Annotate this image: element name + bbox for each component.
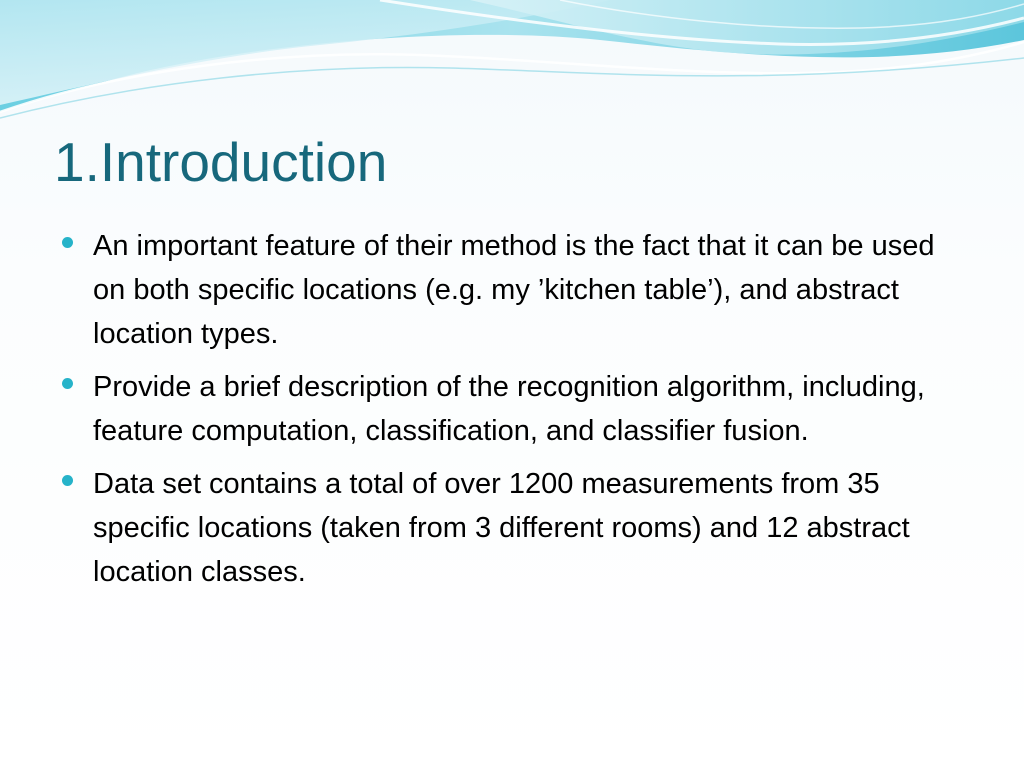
wave-header-decoration	[0, 0, 1024, 130]
bullet-dot-icon	[62, 378, 73, 389]
bullet-item	[62, 365, 962, 453]
bullet-item	[62, 224, 962, 356]
bullet-dot-icon	[62, 237, 73, 248]
wave-band-light	[0, 0, 610, 105]
bullet-list	[62, 224, 962, 603]
bullet-text: Provide a brief description of the recognition algorithm, including, feature computation, classification, and classifier fusion.	[93, 371, 925, 447]
bullet-text: An important feature of their method is the fact that it can be used on both specific locations (e.g. my ’kitchen table’), and abstract location types.	[93, 230, 935, 350]
slide-title: 1.Introduction	[54, 131, 388, 193]
bullet-item	[62, 462, 962, 594]
bullet-text: Data set contains a total of over 1200 measurements from 35 specific locations (taken from 3 different rooms) and 12 abstract location classes.	[93, 468, 910, 588]
bullet-dot-icon	[62, 475, 73, 486]
